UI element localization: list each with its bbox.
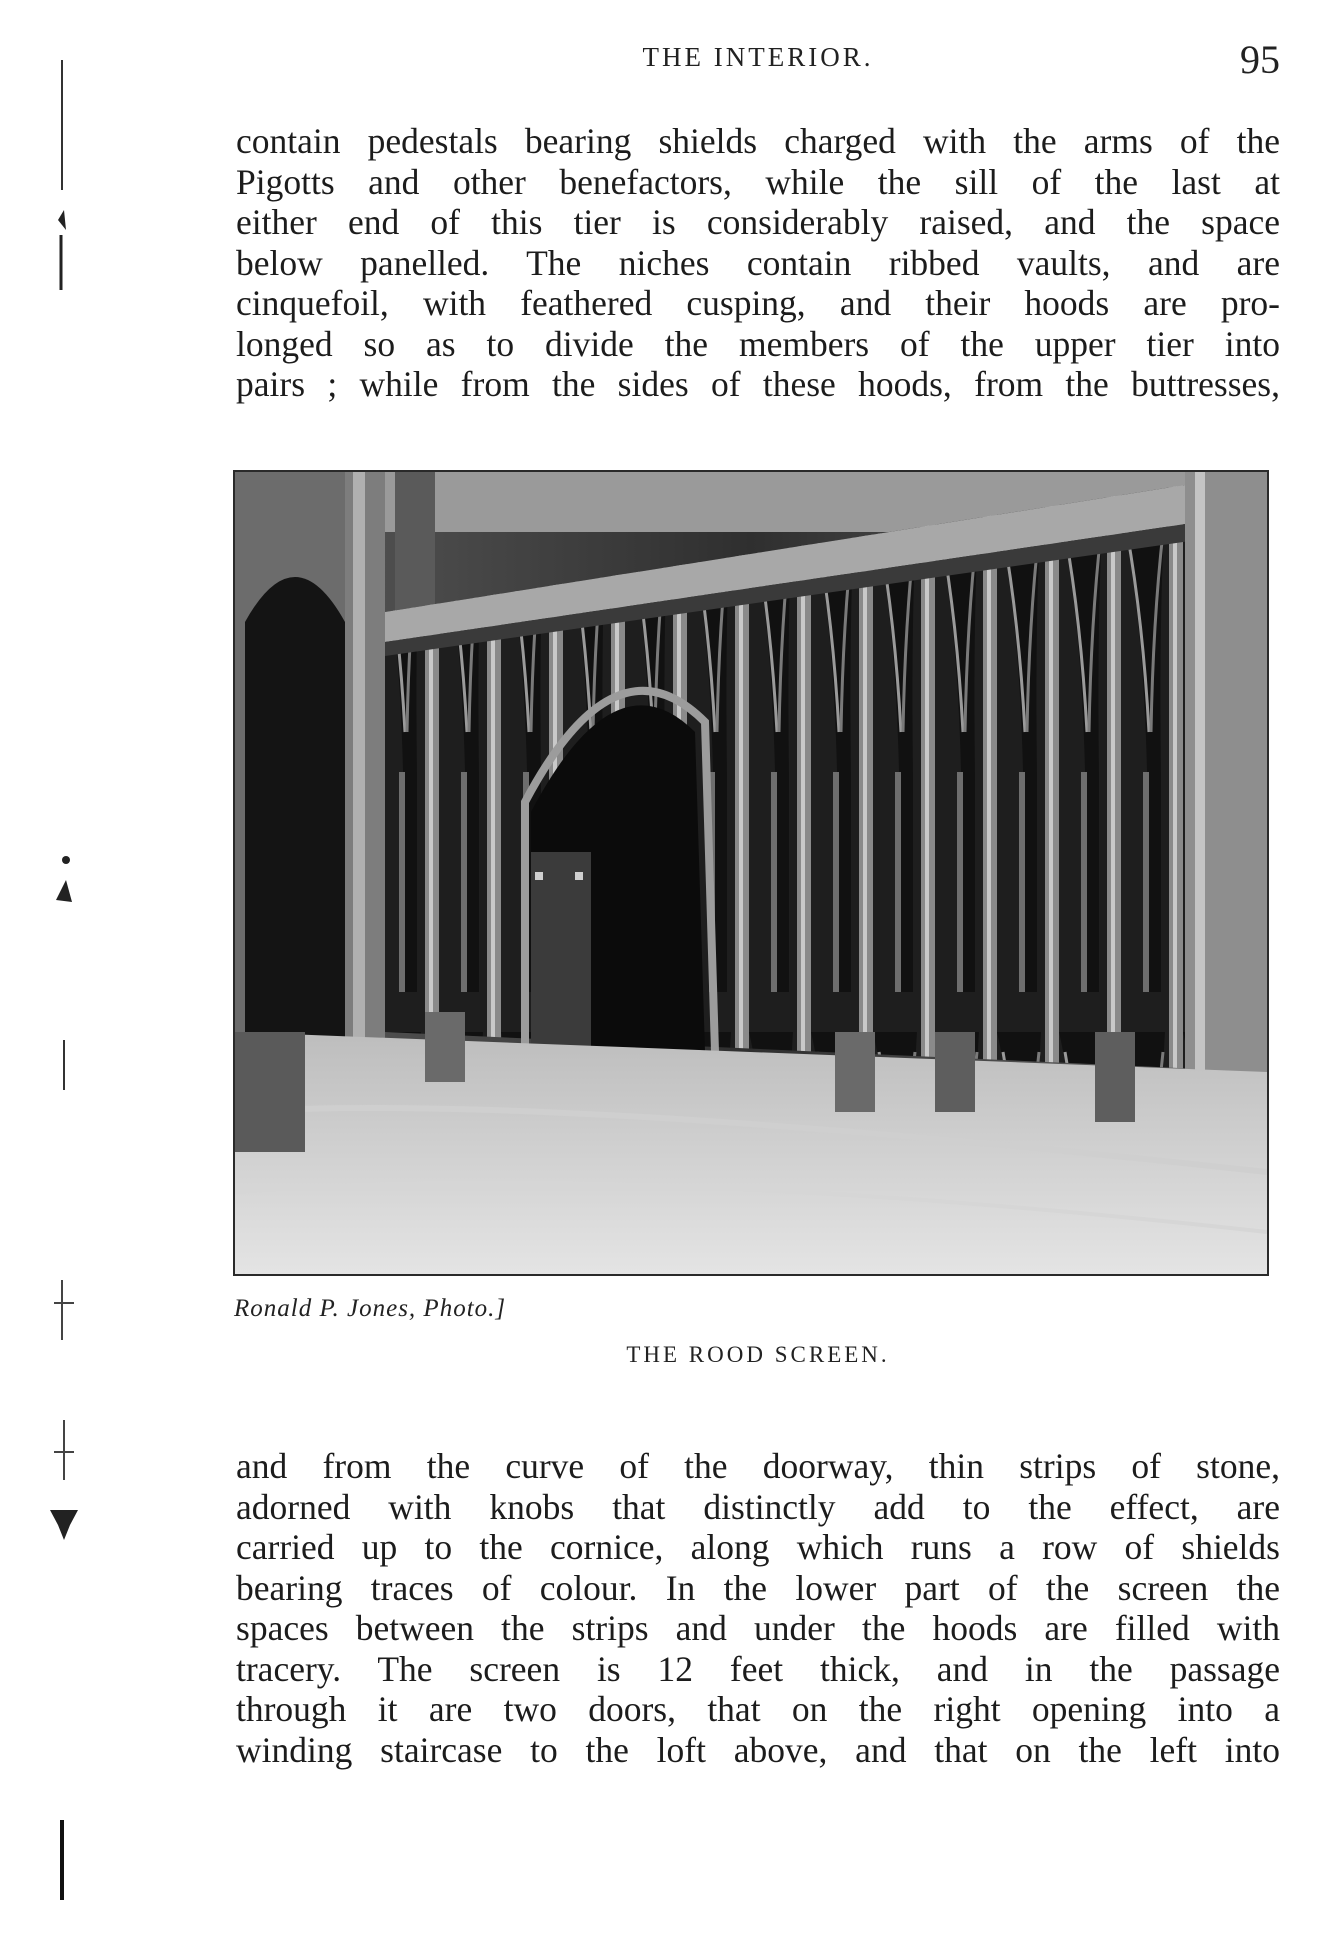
running-title: THE INTERIOR.	[642, 42, 874, 72]
bottom-paragraph	[236, 1446, 1280, 1770]
text-line: contain pedestals bearing shields charged with the arms of the	[236, 121, 1280, 161]
running-head	[236, 36, 1280, 82]
photo-credit: Ronald P. Jones, Photo.]	[234, 1295, 507, 1322]
text-line: through it are two doors, that on the right opening into a	[236, 1689, 1280, 1729]
text-line: cinquefoil, with feathered cusping, and their hoods are pro-	[236, 283, 1280, 323]
page-number: 95	[1240, 37, 1280, 82]
text-line: longed so as to divide the members of the upper tier into	[236, 323, 1280, 364]
text-line: pairs ; while from the sides of these hoods, from the buttresses,	[236, 364, 1280, 404]
text-line: spaces between the strips and under the hoods are filled with	[236, 1608, 1280, 1648]
rood-screen-photograph	[233, 470, 1269, 1276]
text-line: below panelled. The niches contain ribbed vaults, and are	[236, 242, 1280, 283]
top-paragraph	[236, 121, 1280, 405]
text-line: carried up to the cornice, along which runs a row of shields	[236, 1527, 1280, 1567]
text-line: Pigotts and other benefactors, while the sill of the last at	[236, 161, 1280, 202]
gutter-margin-marks	[40, 40, 100, 1920]
plate-caption: THE ROOD SCREEN.	[626, 1342, 890, 1367]
text-line: either end of this tier is considerably raised, and the space	[236, 202, 1280, 242]
text-line: bearing traces of colour. In the lower part of the screen the	[236, 1567, 1280, 1608]
text-line: and from the curve of the doorway, thin strips of stone,	[236, 1446, 1280, 1486]
text-line: adorned with knobs that distinctly add to the effect, are	[236, 1486, 1280, 1527]
text-line: winding staircase to the loft above, and that on the left into	[236, 1729, 1280, 1770]
text-line: tracery. The screen is 12 feet thick, and in the passage	[236, 1648, 1280, 1689]
